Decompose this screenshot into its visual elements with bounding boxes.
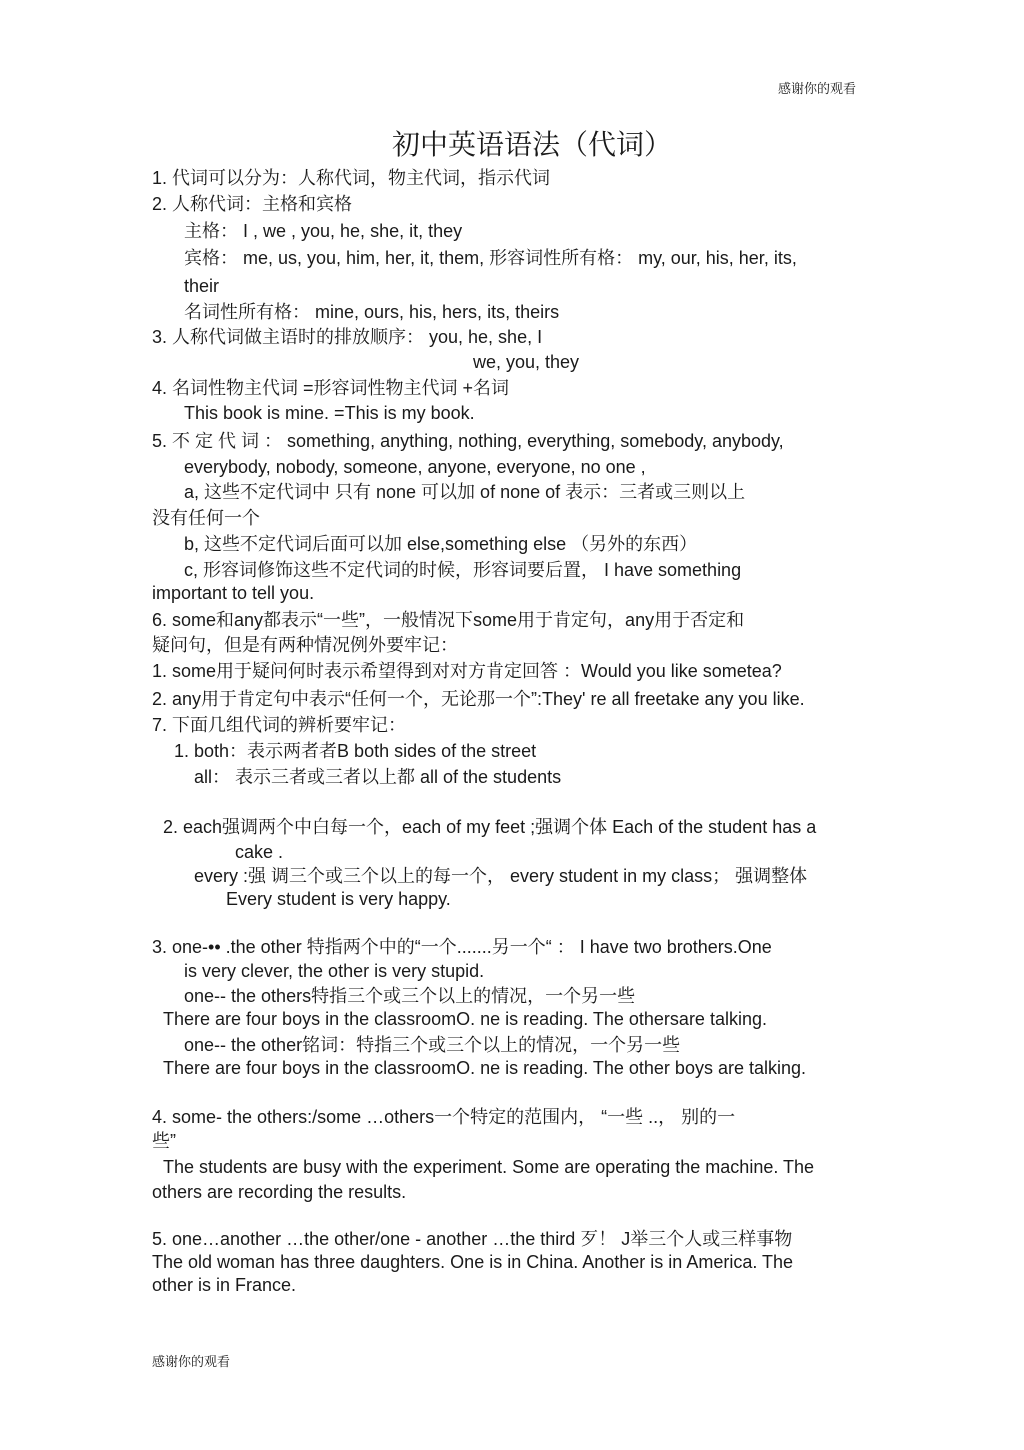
line-36: 些” [152,1131,176,1151]
line-25: 2. each强调两个中白每一个，each of my feet ;强调个体 Each of the student has a [163,817,817,837]
line-32: There are four boys in the classroomO. ne is reading. The othersare talking. [163,1009,767,1029]
line-41: other is in France. [152,1275,297,1295]
line-31: one-- the others特指三个或三个以上的情况，一个另一些 [184,986,636,1006]
line-34: There are four boys in the classroomO. ne is reading. The other boys are talking. [163,1058,806,1078]
header-note: 感谢你的观看 [778,82,857,97]
line-22: 7. 下面几组代词的辨析要牢记： [152,715,407,735]
line-33: one-- the other铭词：特指三个或三个以上的情况，一个另一些 [184,1035,681,1055]
line-40: The old woman has three daughters. One is in China. Another is in America. The [152,1252,794,1272]
line-37: The students are busy with the experiment. Some are operating the machine. The [163,1157,815,1177]
line-20: 1. some用于疑问何时表示希望得到对对方肯定回答 ：Would you like sometea? [152,661,782,681]
line-16: c, 形容词修饰这些不定代词的时候，形容词要后置， I have something [184,560,742,580]
line-9: 4. 名词性物主代词 =形容词性物主代词 +名词 [152,378,510,398]
line-26: cake . [235,842,284,862]
page-title: 初中英语语法（代词） [391,128,672,161]
line-1: 1. 代词可以分为：人称代词，物主代词，指示代词 [152,168,551,188]
line-3: 主格： I , we , you, he, she, it, they [184,221,463,241]
line-28: Every student is very happy. [226,889,451,909]
line-7: 3. 人称代词做主语时的排放顺序： you, he, she, I [152,327,543,347]
line-11: 5. 不 定 代 词 ： something, anything, nothing, everything, somebody, anybody, [152,431,784,451]
line-38: others are recording the results. [152,1182,407,1202]
line-18: 6. some和any都表示“一些”，一般情况下some用于肯定句，any用于否定和 [152,610,745,630]
line-19: 疑问句，但是有两种情况例外要牢记： [152,635,458,655]
footer-note: 感谢你的观看 [152,1355,231,1370]
line-15: b, 这些不定代词后面可以加 else,something else （另外的东西） [184,534,698,554]
line-6: 名词性所有格： mine, ours, his, hers, its, theirs [184,302,560,322]
line-5: their [184,276,220,296]
line-2: 2. 人称代词：主格和宾格 [152,194,353,214]
line-27: every :强 调三个或三个以上的每一个， every student in my class； 强调整体 [194,866,808,886]
line-21: 2. any用于肯定句中表示“任何一个，无论那一个”:They' re all freetake any you like. [152,689,805,709]
line-24: all： 表示三者或三者以上都 all of the students [194,767,562,787]
line-8: we, you, they [473,352,580,372]
line-39: 5. one…another …the other/one - another …the third 歹！ J举三个人或三样事物 [152,1229,793,1249]
line-13: a, 这些不定代词中 只有 none 可以加 of none of 表示：三者或三则以上 [184,482,746,502]
line-30: is very clever, the other is very stupid. [184,961,485,981]
line-4: 宾格： me, us, you, him, her, it, them, 形容词性所有格： my, our, his, her, its, [184,248,797,268]
line-17: important to tell you. [152,583,315,603]
line-29: 3. one-•• .the other 特指两个中的“一个.......另一个“ ： I have two brothers.One [152,937,772,957]
line-35: 4. some- the others:/some …others一个特定的范围内， “一些 ..， 别的一 [152,1107,736,1127]
line-14: 没有任何一个 [152,508,260,528]
line-23: 1. both：表示两者者B both sides of the street [174,741,537,761]
line-10: This book is mine. =This is my book. [184,403,475,423]
line-12: everybody, nobody, someone, anyone, everyone, no one , [184,457,646,477]
